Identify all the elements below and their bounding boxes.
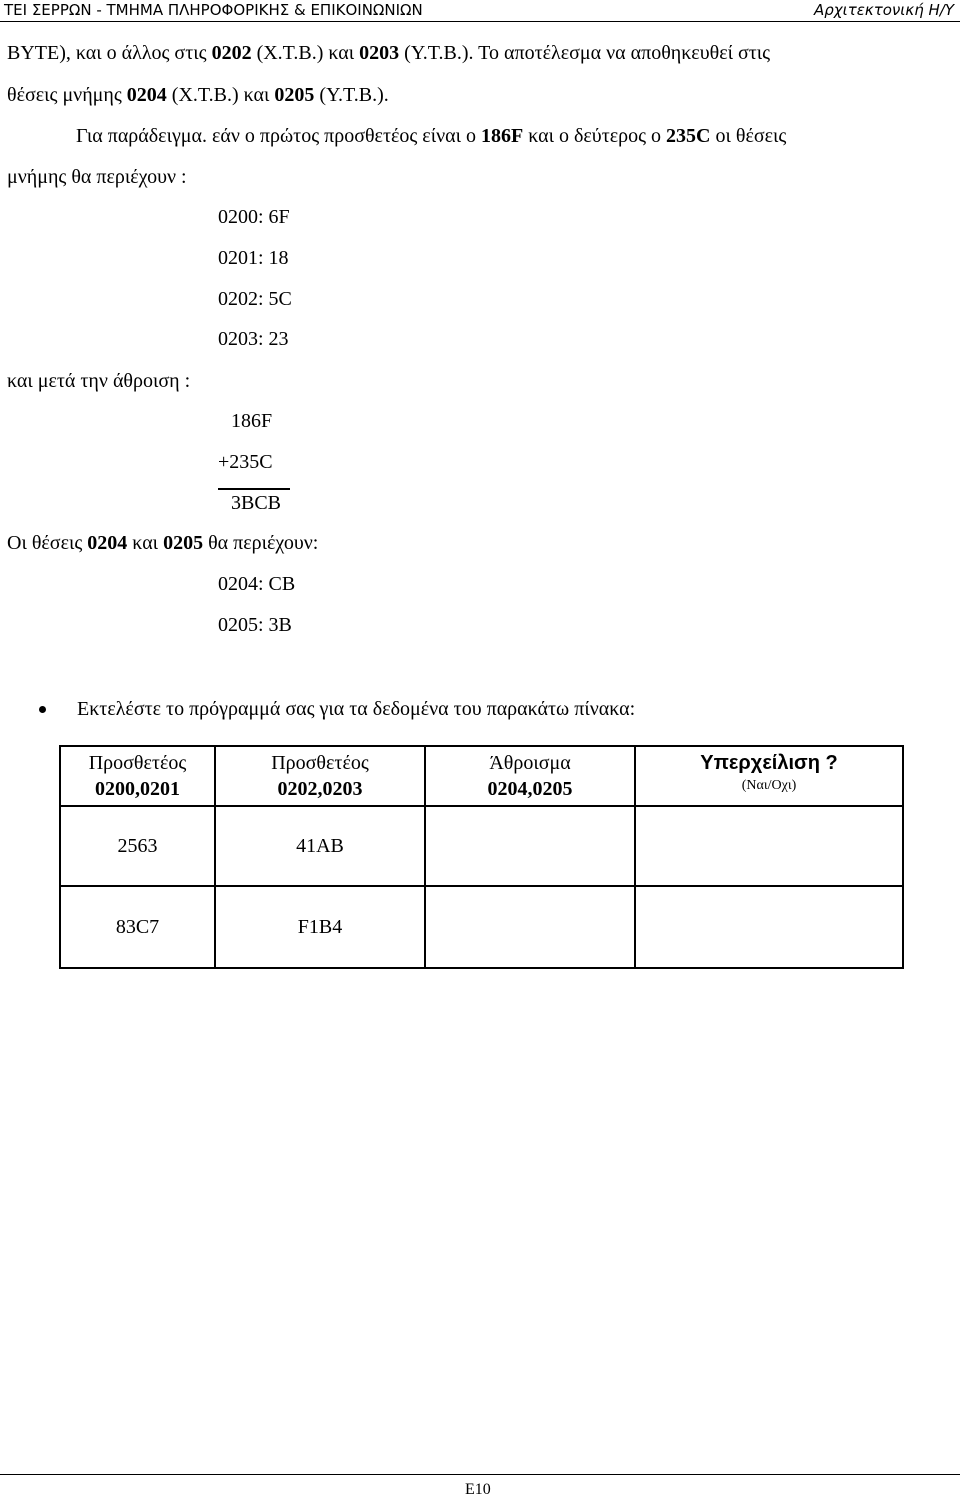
table-cell: 41AB — [215, 806, 425, 886]
table-cell: 2563 — [60, 806, 215, 886]
page-number: E10 — [465, 1481, 491, 1498]
table-cell[interactable] — [635, 806, 903, 886]
result-line: Οι θέσεις 0204 και 0205 θα περιέχουν: — [7, 532, 319, 554]
intro-line-2: θέσεις μνήμης 0204 (Χ.Τ.Β.) και 0205 (Υ.Τ.Β.). — [7, 84, 389, 106]
addition-operand-2: +235C — [218, 451, 273, 473]
table-cell: 83C7 — [60, 886, 215, 968]
intro-line-3: Για παράδειγμα. εάν ο πρώτος προσθετέος είναι ο 186F και ο δεύτερος ο 235C οι θέσεις — [76, 125, 787, 147]
footer-rule — [0, 1474, 960, 1475]
table-cell[interactable] — [635, 886, 903, 968]
table-cell: F1B4 — [215, 886, 425, 968]
header-course: Αρχιτεκτονική Η/Υ — [814, 1, 954, 19]
header-rule — [0, 21, 960, 22]
table-header-cell: Άθροισμα 0204,0205 — [425, 746, 635, 806]
memory-after-0205: 0205: 3B — [218, 614, 292, 636]
page-header — [0, 0, 960, 22]
memory-before-0200: 0200: 6F — [218, 206, 290, 228]
addition-result: 3BCB — [231, 492, 282, 514]
addition-rule — [218, 488, 290, 490]
after-sum-label: και μετά την άθροιση : — [7, 370, 191, 392]
data-table — [59, 745, 904, 969]
memory-before-0201: 0201: 18 — [218, 247, 289, 269]
table-header-row — [60, 746, 903, 806]
header-institution: ΤΕΙ ΣΕΡΡΩΝ - ΤΜΗΜΑ ΠΛΗΡΟΦΟΡΙΚΗΣ & ΕΠΙΚΟΙΝΩΝΙΩΝ — [4, 1, 423, 19]
task-instruction: Εκτελέστε το πρόγραμμά σας για τα δεδομένα του παρακάτω πίνακα: — [77, 698, 636, 720]
table-cell[interactable] — [425, 806, 635, 886]
table-header-cell: Υπερχείλιση ? (Ναι/Οχι) — [635, 746, 903, 806]
memory-after-0204: 0204: CB — [218, 573, 296, 595]
bullet-icon — [39, 706, 46, 713]
intro-line-1: BYTE), και ο άλλος στις 0202 (Χ.Τ.Β.) και 0203 (Υ.Τ.Β.). Το αποτέλεσμα να αποθηκευθεί στις — [7, 42, 771, 64]
intro-line-4: μνήμης θα περιέχουν : — [7, 166, 187, 188]
addition-operand-1: 186F — [231, 410, 273, 432]
table-row — [60, 806, 903, 886]
table-header-cell: Προσθετέος 0202,0203 — [215, 746, 425, 806]
memory-before-0203: 0203: 23 — [218, 328, 289, 350]
table-header-cell: Προσθετέος 0200,0201 — [60, 746, 215, 806]
memory-before-0202: 0202: 5C — [218, 288, 292, 310]
table-row — [60, 886, 903, 968]
table-cell[interactable] — [425, 886, 635, 968]
